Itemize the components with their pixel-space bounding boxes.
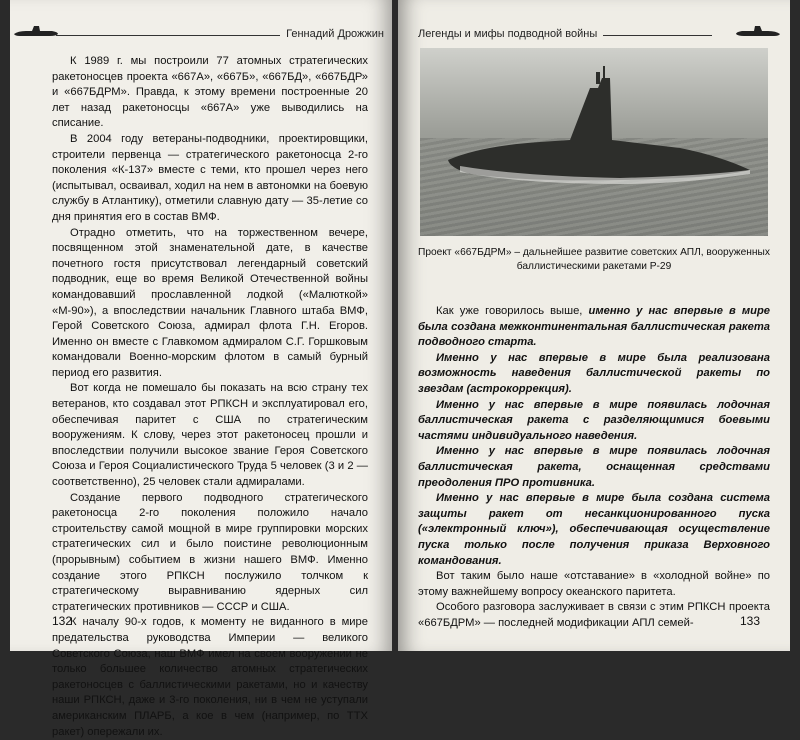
paragraph bbox=[418, 304, 770, 351]
emphasis-paragraph: Именно у нас впервые в мире была создана система защиты ракет от несанкционированного пуска («электронный ключ»), обеспечивающая осуществление пуска только после получения приказа Верховного командования. bbox=[418, 492, 770, 567]
running-head-title: Геннадий Дрожжин bbox=[286, 28, 384, 40]
running-header-right bbox=[418, 14, 770, 40]
paragraph: К 1989 г. мы построили 77 атомных стратегических ракетоносцев проекта «667А», «667Б», «667БД», «667БДР» и «667БДРМ». Правда, к этому времени построенные 20 лет назад ракетоносцы «667А» уже выводились на списание. bbox=[52, 55, 368, 130]
page-number: 133 bbox=[739, 614, 760, 628]
intro-text: Как уже говорилось выше, bbox=[436, 305, 583, 317]
header-rule bbox=[56, 23, 280, 36]
running-head-title: Легенды и мифы подводной войны bbox=[418, 28, 598, 40]
header-rule bbox=[603, 23, 712, 36]
right-body-text bbox=[418, 304, 770, 631]
emphasis-text: именно у нас впервые в мире была создана межконтинентальная баллистическая ракета подводного старта. bbox=[418, 305, 771, 349]
left-body-text bbox=[52, 54, 368, 740]
paragraph: К началу 90-х годов, к моменту не виданного в мире предательства руководства Империи — великого Советского Союза, наш ВМФ имел на своем вооружении не только большее количество атомных стратегических ракетоносцев с баллистическими ракетами, но и качеству наши РПКСН, даже и 3-го поколения, ни в чем не уступали американским ПЛАРБ, а кое в чем (например, по ТТХ ракет) опережали их. bbox=[52, 616, 368, 738]
emphasis-paragraph: Именно у нас впервые в мире появилась лодочная баллистическая ракета с разделяющимися боевыми частями индивидуального наведения. bbox=[418, 398, 770, 442]
paragraph: Особого разговора заслуживает в связи с этим РПКСН проекта «667БДРМ» — последней модификации АПЛ семей- bbox=[418, 601, 770, 629]
submarine-icon bbox=[734, 24, 782, 38]
left-page bbox=[10, 0, 392, 738]
page-number: 132 bbox=[52, 614, 73, 628]
paragraph: Отрадно отметить, что на торжественном вечере, посвященном этой знаменательной дате, в качестве почетного гостя присутствовал легендарный советский подводник, еще во время Великой Отечественной войны командовавший прославленной лодкой («Малюткой» «М-90»), а впоследствии начальник Главного штаба ВМФ, Герой Советского Союза, адмирал флота Г.Н. Егоров. Именно он вместе с Главкомом адмиралом С.Г. Горшковым командовали Военно-морским флотом в самый бурный период его развития. bbox=[52, 226, 368, 379]
paragraph: Вот когда не помешало бы показать на всю страну тех ветеранов, кто создавал этот РПКСН и эксплуатировал его, обеспечивая паритет с США по стратегическим вооружениям. К слову, через этот ракетоносец прошли и впоследствии получили высокое звание Героя Советского Союза и Героя Социалистического Труда 5 человек (3 и 2 — соответственно), 25 человек стали адмиралами. bbox=[52, 382, 368, 489]
paragraph: Вот таким было наше «отставание» в «холодной войне» по этому важнейшему вопросу океанского паритета. bbox=[418, 570, 770, 598]
running-header-left bbox=[50, 14, 384, 40]
emphasis-paragraph: Именно у нас впервые в мире была реализована возможность наведения баллистической ракеты по звездам (астрокоррекция). bbox=[418, 351, 770, 395]
submarine-photo bbox=[420, 48, 768, 236]
right-page bbox=[398, 0, 790, 651]
paragraph: Создание первого подводного стратегического ракетоносца 2-го поколения положило начало строительству самой мощной в мире группировки морских стратегических сил и было поистине революционным (прорывным) событием в жизни нашего ВМФ. Именно создание этого РПКСН послужило толчком к стратегическому выравниванию ядерных сил стратегических противников — СССР и США. bbox=[52, 491, 368, 613]
emphasis-paragraph: Именно у нас впервые в мире появилась лодочная баллистическая ракета, оснащенная средствами преодоления ПРО противника. bbox=[418, 445, 770, 489]
photo-caption: Проект «667БДРМ» – дальнейшее развитие советских АПЛ, вооруженных баллистическими ракетами Р-29 bbox=[418, 247, 770, 272]
paragraph: В 2004 году ветераны-подводники, проектировщики, строители первенца — стратегического ракетоносца 2-го поколения «К-137» вместе с теми, кто прошел через него (испытывал, осваивал, ходил на нем в автономки на боевую службу в Атлантику), отметили славную дату — 35-летие со дня принятия его в состав ВМФ. bbox=[52, 132, 368, 223]
